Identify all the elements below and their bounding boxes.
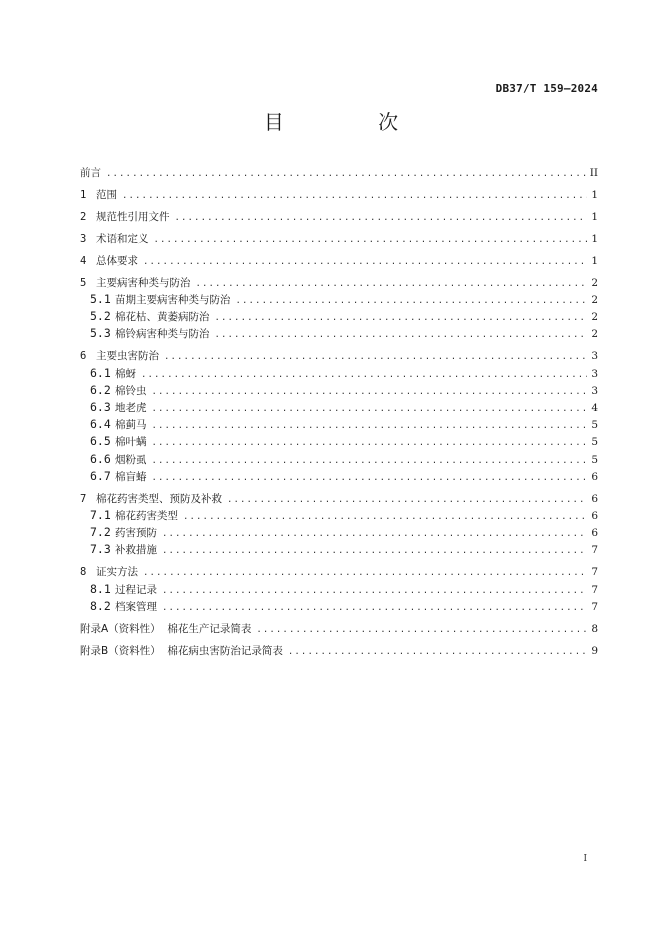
toc-entry-label: 过程记录: [115, 583, 157, 596]
toc-entry-label: 主要虫害防治: [96, 350, 159, 363]
toc-entry-number: 7.2: [90, 525, 111, 540]
toc-entry-6-4[interactable]: [80, 417, 598, 434]
dot-leader: [152, 421, 588, 431]
dot-leader: [236, 296, 588, 306]
toc-entry-6-2[interactable]: [80, 383, 598, 400]
toc-entry-number: 6.7: [90, 468, 111, 483]
toc-entry-4[interactable]: [80, 253, 598, 270]
toc-entry-number: 6.2: [90, 382, 111, 397]
toc-entry-7-2[interactable]: [80, 525, 598, 542]
dot-leader: [152, 387, 588, 397]
toc-entry-5-3[interactable]: [80, 326, 598, 343]
toc-entry-5-1[interactable]: [80, 292, 598, 309]
dot-leader: [152, 404, 588, 414]
toc-entry-page: 7: [591, 600, 598, 613]
toc-entry-page: 6: [591, 527, 598, 540]
toc-entry-page: 2: [591, 311, 598, 324]
dot-leader: [215, 313, 588, 323]
toc-entry-7-1[interactable]: [80, 508, 598, 525]
toc-entry-page: 3: [591, 384, 598, 397]
toc-entry-page: 6: [591, 492, 598, 505]
dot-leader: [288, 647, 587, 657]
toc-entry-number: 7.3: [90, 542, 111, 557]
toc-entry-label: 棉花药害类型、预防及补救: [96, 492, 222, 505]
toc-entry-label: 烟粉虱: [115, 453, 147, 466]
toc-entry-page: 7: [591, 566, 598, 579]
dot-leader: [152, 473, 588, 483]
toc-entry-label: 总体要求: [96, 254, 138, 267]
toc-entry-number: 4: [80, 254, 87, 267]
toc-entry-label: 术语和定义: [96, 232, 149, 245]
toc-entry-foreword[interactable]: [80, 165, 598, 182]
toc-entry-label: 地老虎: [115, 402, 147, 415]
toc-entry-8-1[interactable]: [80, 582, 598, 599]
dot-leader: [256, 625, 587, 635]
toc-entry-appendix-a[interactable]: [80, 621, 598, 638]
toc-entry-7-3[interactable]: [80, 542, 598, 559]
dot-leader: [152, 456, 588, 466]
dot-leader: [175, 213, 588, 223]
toc-entry-6-5[interactable]: [80, 434, 598, 451]
toc-entry-label: 苗期主要病害种类与防治: [115, 294, 231, 307]
toc-entry-appendix-b[interactable]: [80, 643, 598, 660]
dot-leader: [122, 191, 587, 201]
document-code: DB37/T 159—2024: [495, 82, 598, 95]
toc-entry-number: 7: [80, 492, 87, 505]
table-of-contents: [80, 165, 598, 660]
dot-leader: [227, 495, 587, 505]
toc-entry-number: 6.1: [90, 365, 111, 380]
dot-leader: [162, 603, 587, 613]
toc-entry-page: 7: [591, 583, 598, 596]
toc-entry-number: 6.6: [90, 451, 111, 466]
toc-entry-number: 5.2: [90, 309, 111, 324]
toc-entry-label: 前言: [80, 167, 101, 179]
toc-entry-number: 2: [80, 210, 87, 223]
toc-entry-number: 8.2: [90, 598, 111, 613]
toc-entry-8[interactable]: [80, 564, 598, 581]
toc-entry-label: 附录A（资料性） 棉花生产记录简表: [80, 622, 252, 635]
toc-entry-number: 5.1: [90, 292, 111, 307]
toc-entry-label: 附录B（资料性） 棉花病虫害防治记录简表: [80, 644, 283, 657]
toc-entry-6-1[interactable]: [80, 366, 598, 383]
toc-entry-page: 3: [591, 367, 598, 380]
toc-entry-7[interactable]: [80, 491, 598, 508]
toc-entry-number: 6.3: [90, 400, 111, 415]
toc-entry-label: 棉花枯、黄萎病防治: [115, 311, 210, 324]
toc-entry-number: 6: [80, 350, 87, 363]
toc-entry-label: 主要病害种类与防治: [96, 276, 191, 289]
dot-leader: [141, 370, 587, 380]
toc-entry-page: 2: [591, 294, 598, 307]
toc-entry-label: 证实方法: [96, 566, 138, 579]
dot-leader: [162, 529, 587, 539]
toc-entry-page: 1: [591, 210, 598, 223]
dot-leader: [162, 586, 587, 596]
toc-entry-page: 2: [591, 276, 598, 289]
toc-entry-number: 8: [80, 566, 87, 579]
dot-leader: [196, 279, 588, 289]
toc-entry-label: 棉铃虫: [115, 384, 147, 397]
page-number: I: [583, 854, 587, 864]
toc-entry-page: 5: [591, 453, 598, 466]
toc-entry-page: 4: [591, 402, 598, 415]
toc-entry-6-7[interactable]: [80, 469, 598, 486]
toc-entry-1[interactable]: [80, 187, 598, 204]
dot-leader: [183, 512, 587, 522]
toc-entry-number: 5: [80, 276, 87, 289]
toc-entry-label: 棉蓟马: [115, 419, 147, 432]
toc-entry-number: 8.1: [90, 581, 111, 596]
toc-entry-label: 规范性引用文件: [96, 210, 170, 223]
toc-entry-label: 棉花药害类型: [115, 509, 178, 522]
dot-leader: [152, 438, 588, 448]
toc-entry-6-3[interactable]: [80, 400, 598, 417]
toc-entry-number: 6.5: [90, 434, 111, 449]
toc-entry-label: 补救措施: [115, 544, 157, 557]
dot-leader: [164, 352, 587, 362]
dot-leader: [215, 330, 588, 340]
toc-entry-label: 棉盲蝽: [115, 470, 147, 483]
dot-leader: [143, 257, 587, 267]
toc-entry-page: 1: [591, 254, 598, 267]
toc-entry-label: 药害预防: [115, 527, 157, 540]
toc-entry-page: 6: [591, 470, 598, 483]
toc-entry-6-6[interactable]: [80, 452, 598, 469]
toc-entry-page: 8: [591, 622, 598, 635]
toc-entry-page: 7: [591, 544, 598, 557]
toc-entry-page: II: [589, 167, 598, 179]
dot-leader: [143, 568, 587, 578]
toc-entry-number: 3: [80, 232, 87, 245]
dot-leader: [106, 169, 587, 179]
toc-entry-page: 5: [591, 436, 598, 449]
toc-entry-number: 6.4: [90, 417, 111, 432]
toc-entry-3[interactable]: [80, 231, 598, 248]
toc-entry-page: 6: [591, 509, 598, 522]
toc-entry-label: 范围: [96, 188, 117, 201]
toc-entry-page: 3: [591, 350, 598, 363]
toc-entry-number: 7.1: [90, 507, 111, 522]
toc-entry-label: 棉蚜: [115, 367, 136, 380]
toc-entry-label: 档案管理: [115, 600, 157, 613]
page-title: 目 次: [263, 110, 443, 134]
toc-entry-number: 1: [80, 188, 87, 201]
toc-entry-page: 5: [591, 419, 598, 432]
toc-entry-8-2[interactable]: [80, 599, 598, 616]
toc-entry-page: 1: [591, 232, 598, 245]
dot-leader: [162, 546, 587, 556]
toc-entry-6[interactable]: [80, 348, 598, 365]
toc-entry-label: 棉叶螨: [115, 436, 147, 449]
toc-entry-page: 9: [591, 644, 598, 657]
toc-entry-2[interactable]: [80, 209, 598, 226]
toc-entry-page: 2: [591, 328, 598, 341]
toc-entry-page: 1: [591, 188, 598, 201]
toc-entry-label: 棉铃病害种类与防治: [115, 328, 210, 341]
toc-entry-number: 5.3: [90, 326, 111, 341]
toc-entry-5[interactable]: [80, 275, 598, 292]
toc-entry-5-2[interactable]: [80, 309, 598, 326]
dot-leader: [154, 235, 588, 245]
